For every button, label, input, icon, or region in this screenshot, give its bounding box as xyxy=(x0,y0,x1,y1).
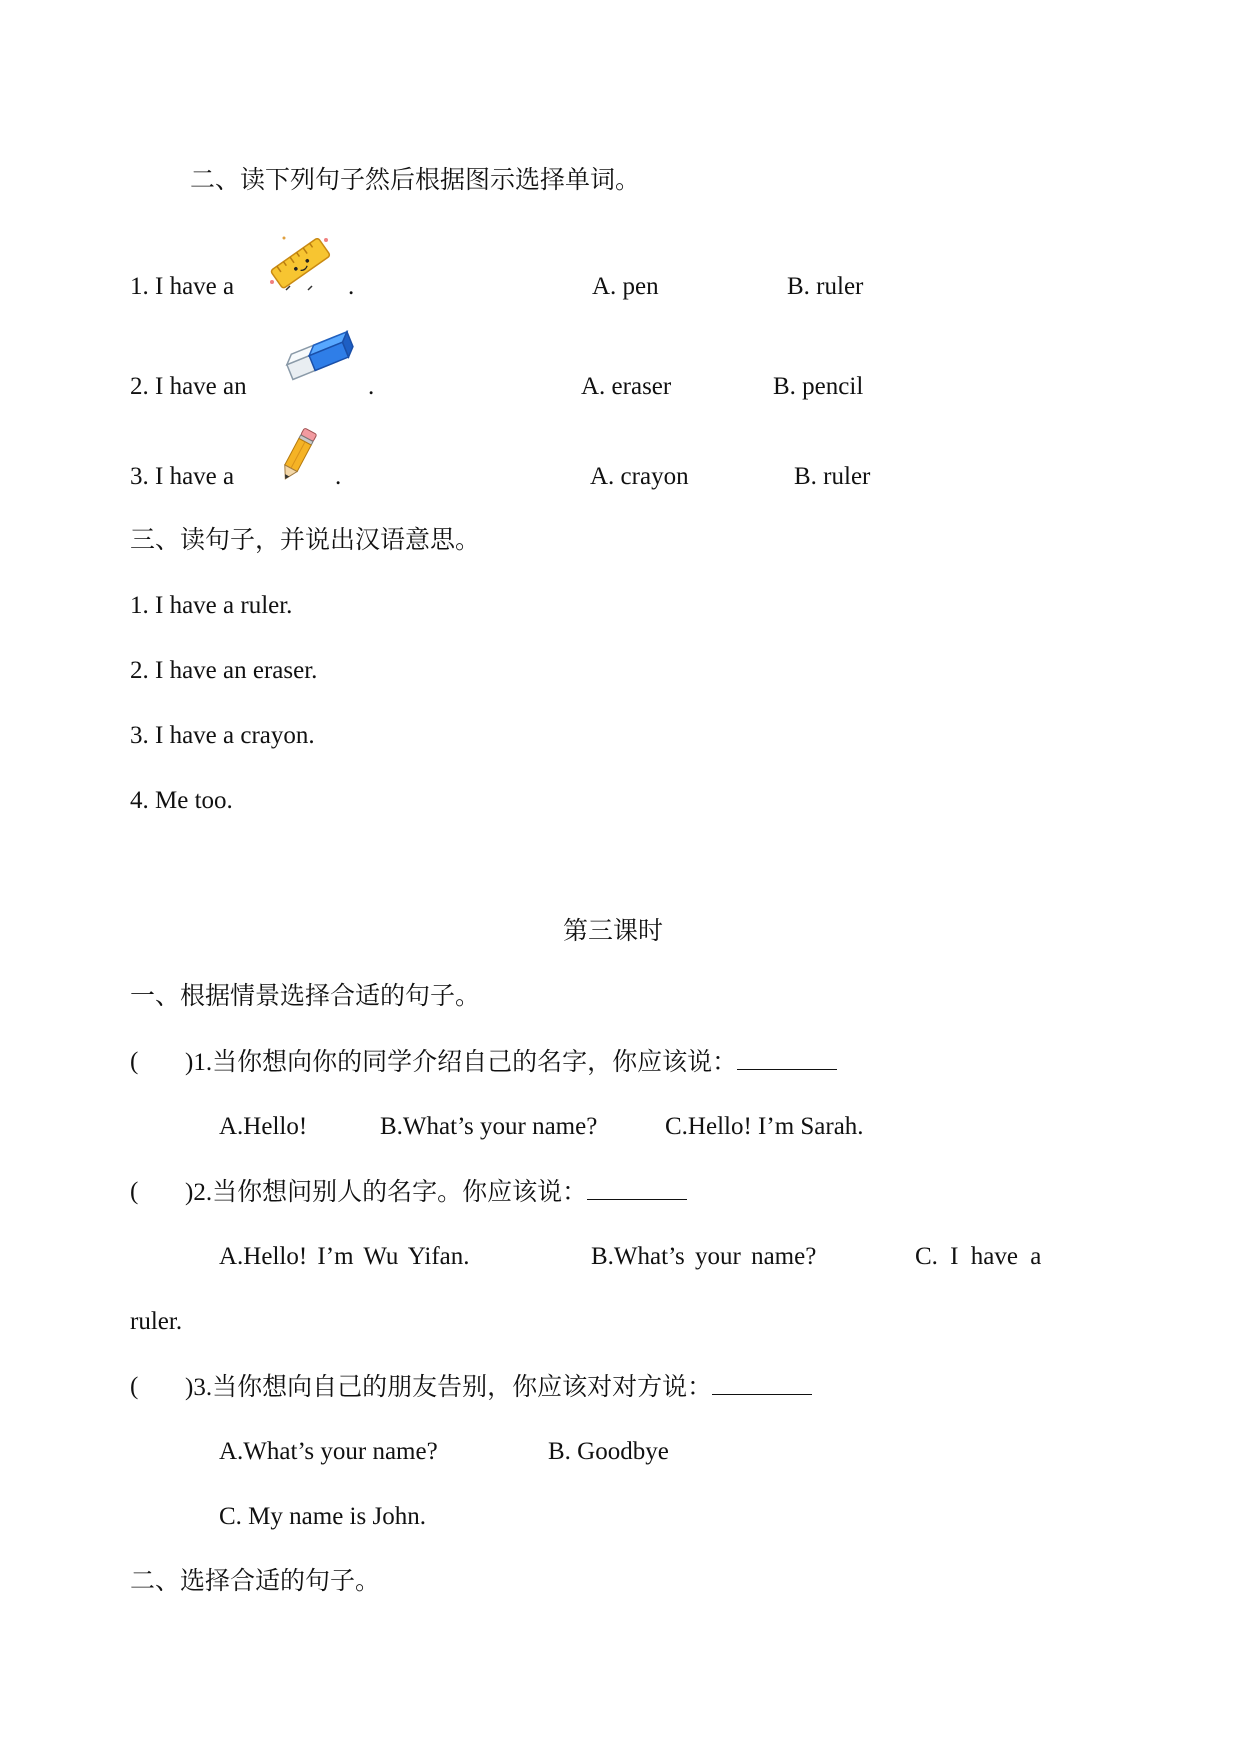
pencil-icon xyxy=(276,424,320,486)
section-heading: 三、读句子，并说出汉语意思。 xyxy=(130,527,481,554)
section-heading: 一、根据情景选择合适的句子。 xyxy=(130,983,481,1010)
option-c-continued: ruler. xyxy=(130,1308,183,1335)
eraser-icon xyxy=(280,330,358,382)
question-2 xyxy=(185,1177,687,1208)
list-item: 3. I have a crayon. xyxy=(130,722,315,749)
option-b: B. Goodbye xyxy=(548,1438,669,1465)
sentence-3-text: 3. I have a xyxy=(130,463,235,490)
list-item: 2. I have an eraser. xyxy=(130,657,318,684)
answer-blank[interactable] xyxy=(712,1372,812,1395)
option-b: B. ruler xyxy=(794,463,871,490)
question-3 xyxy=(185,1372,812,1403)
question-text: )2.当你想问别人的名字。你应该说： xyxy=(185,1179,588,1206)
sentence-2-end: . xyxy=(368,373,375,400)
option-b: B. pencil xyxy=(773,373,864,400)
ruler-icon xyxy=(264,232,338,296)
list-item: 4. Me too. xyxy=(130,787,233,814)
sentence-2-text: 2. I have an xyxy=(130,373,247,400)
option-b: B. ruler xyxy=(787,273,864,300)
option-a: A.Hello! I’m Wu Yifan. xyxy=(219,1243,470,1270)
question-text: )1.当你想向你的同学介绍自己的名字，你应该说： xyxy=(185,1049,738,1076)
answer-paren: ( xyxy=(130,1373,139,1400)
option-a: A.Hello! xyxy=(219,1113,308,1140)
section-heading: 二、读下列句子然后根据图示选择单词。 xyxy=(190,167,641,194)
option-a: A. crayon xyxy=(590,463,689,490)
question-1 xyxy=(185,1047,837,1078)
answer-paren: ( xyxy=(130,1048,139,1075)
answer-blank[interactable] xyxy=(587,1177,687,1200)
sentence-3-end: . xyxy=(335,463,342,490)
answer-blank[interactable] xyxy=(737,1047,837,1070)
lesson-title: 第三课时 xyxy=(563,918,664,945)
sentence-1-end: . xyxy=(348,273,355,300)
option-c: C. I have a xyxy=(915,1243,1042,1270)
option-a: A. pen xyxy=(592,273,659,300)
list-item: 1. I have a ruler. xyxy=(130,592,293,619)
option-c: C.Hello! I’m Sarah. xyxy=(665,1113,864,1140)
sentence-1-text: 1. I have a xyxy=(130,273,235,300)
option-a: A.What’s your name? xyxy=(219,1438,438,1465)
question-text: )3.当你想向自己的朋友告别，你应该对对方说： xyxy=(185,1374,713,1401)
answer-paren: ( xyxy=(130,1178,139,1205)
option-b: B.What’s your name? xyxy=(380,1113,598,1140)
option-b: B.What’s your name? xyxy=(591,1243,817,1270)
option-c: C. My name is John. xyxy=(219,1503,426,1530)
option-a: A. eraser xyxy=(581,373,672,400)
section-heading: 二、选择合适的句子。 xyxy=(130,1568,381,1595)
